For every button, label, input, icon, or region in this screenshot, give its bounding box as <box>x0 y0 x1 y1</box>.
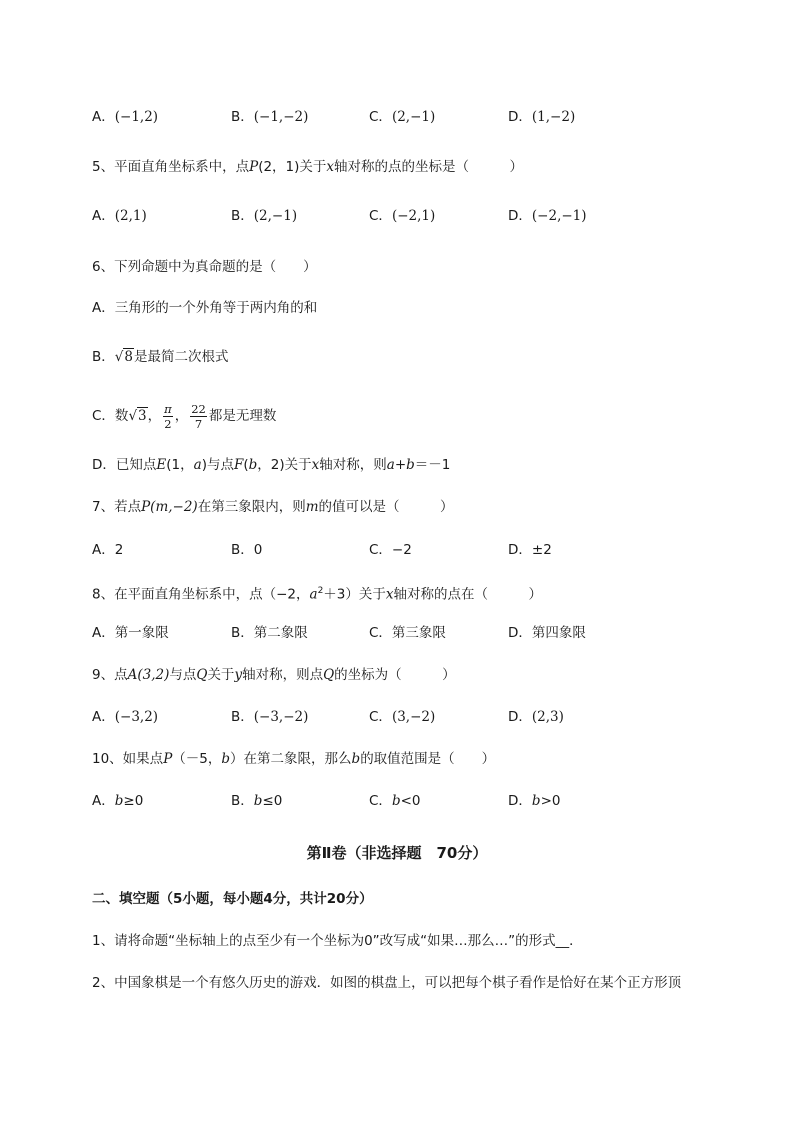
q4-option-b: B．(−1,−2) <box>231 109 309 125</box>
q5-options <box>92 206 712 226</box>
q6-option-c: C．数√3， $\frac{\pi}{2}$ ， $\frac{22}{7}$ 都是无理数 <box>92 401 277 431</box>
q10-option-d: D．b>0 <box>508 793 561 809</box>
q9-option-a: A．(−3,2) <box>92 709 159 725</box>
q8-option-a: A．第一象限 <box>92 625 169 641</box>
question-7: 7、若点P(m,−2)在第三象限内，则m的值可以是（ ） <box>92 499 454 515</box>
q10-option-c: C．b<0 <box>369 793 421 809</box>
fraction-22-over-7: $\frac{22}{7}$ <box>191 401 206 431</box>
q7-option-c: C．−2 <box>369 542 412 558</box>
q5-option-d: D．(−2,−1) <box>508 208 587 224</box>
q4-options <box>92 107 712 127</box>
q9-option-c: C．(3,−2) <box>369 709 436 725</box>
question-5: 5、平面直角坐标系中，点P(2，1)关于x轴对称的点的坐标是（ ） <box>92 159 524 175</box>
fill-question-1: 1、请将命题“坐标轴上的点至少有一个坐标为0”改写成“如果…那么…”的形式__． <box>92 933 583 949</box>
part-2-heading: 二、填空题（5小题，每小题4分，共计20分） <box>92 891 373 907</box>
q9-options <box>92 707 712 727</box>
q4-option-d: D．(1,−2) <box>508 109 576 125</box>
q8-option-d: D．第四象限 <box>508 625 586 641</box>
q4-option-c: C．(2,−1) <box>369 109 436 125</box>
q5-option-c: C．(−2,1) <box>369 208 436 224</box>
q5-option-b: B．(2,−1) <box>231 208 298 224</box>
q7-option-b: B．0 <box>231 542 263 558</box>
q6-option-d: D．已知点E(1，a)与点F(b，2)关于x轴对称，则a+b＝－1 <box>92 457 451 473</box>
question-6: 6、下列命题中为真命题的是（ ） <box>92 259 317 275</box>
q9-option-b: B．(−3,−2) <box>231 709 309 725</box>
q4-option-a: A．(−1,2) <box>92 109 159 125</box>
fill-question-2: 2、中国象棋是一个有悠久历史的游戏．如图的棋盘上，可以把每个棋子看作是恰好在某个正方形顶 <box>92 975 682 991</box>
fraction-pi-over-2: $\frac{\pi}{2}$ <box>164 401 172 431</box>
q9-option-d: D．(2,3) <box>508 709 564 725</box>
q6-option-b: B．√8是最简二次根式 <box>92 349 229 365</box>
q7-options <box>92 540 712 560</box>
q10-option-a: A．b≥0 <box>92 793 144 809</box>
q7-option-a: A．2 <box>92 542 124 558</box>
question-8: 8、在平面直角坐标系中，点（−2，$a^2+3$）关于x轴对称的点在（ ） <box>92 586 543 603</box>
q8-options <box>92 623 712 643</box>
q5-option-a: A．(2,1) <box>92 208 147 224</box>
question-10: 10、如果点P（－5，b）在第二象限，那么b的取值范围是（ ） <box>92 751 496 767</box>
q10-option-b: B．b≤0 <box>231 793 283 809</box>
q8-option-b: B．第二象限 <box>231 625 308 641</box>
q6-option-a: A．三角形的一个外角等于两内角的和 <box>92 300 318 316</box>
section-title: 第Ⅱ卷（非选择题 70分） <box>306 844 488 862</box>
question-9: 9、点A(3,2)与点Q关于y轴对称，则点Q的坐标为（ ） <box>92 667 456 683</box>
q7-option-d: D．±2 <box>508 542 552 558</box>
q8-option-c: C．第三象限 <box>369 625 446 641</box>
q10-options <box>92 791 712 811</box>
